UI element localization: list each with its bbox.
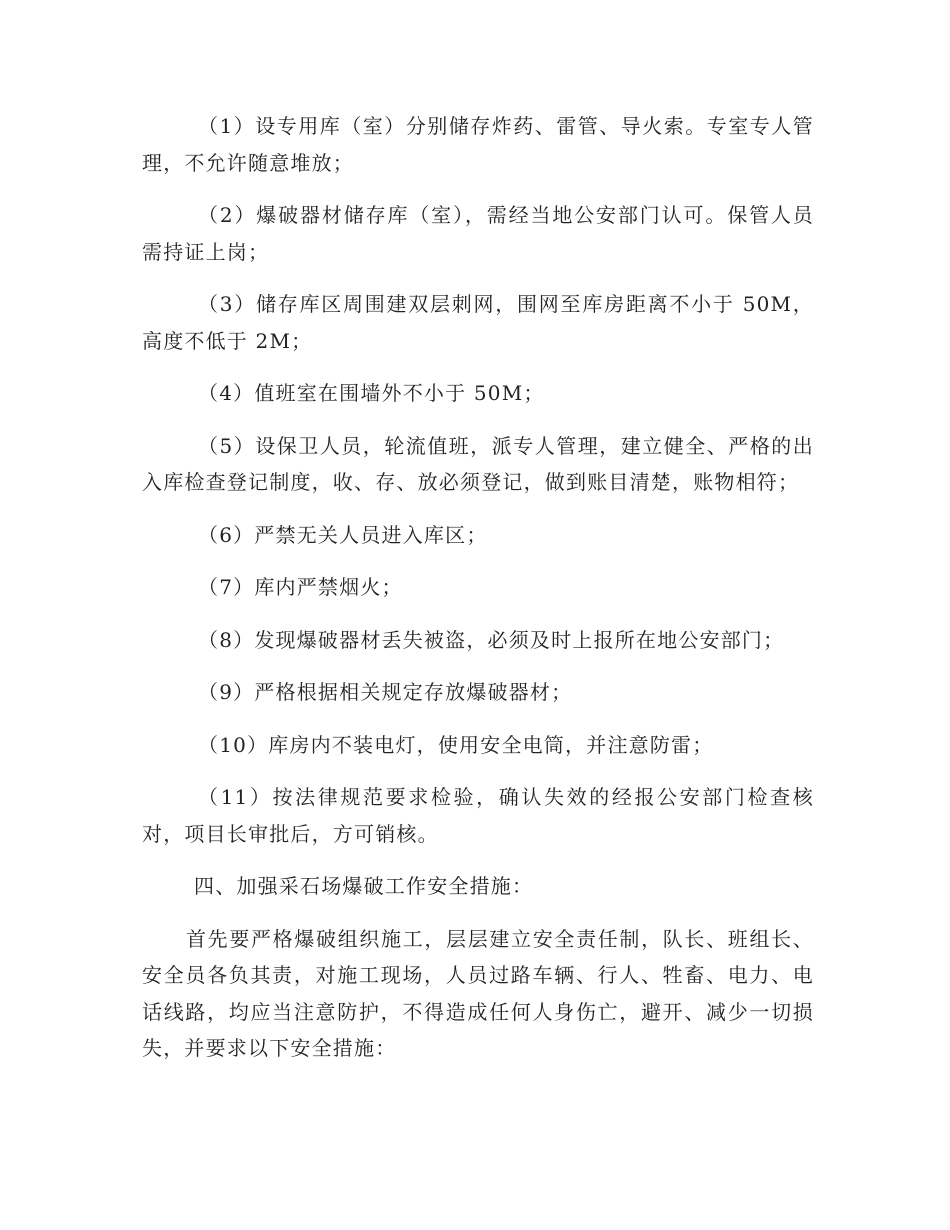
list-item-11: （11）按法律规范要求检验，确认失效的经报公安部门检查核对，项目长审批后，方可销核。 <box>142 785 814 846</box>
list-item-4: （4）值班室在围墙外不小于 50M； <box>198 381 545 405</box>
list-item-1: （1）设专用库（室）分别储存炸药、雷管、导火索。专室专人管理，不允许随意堆放； <box>142 114 814 175</box>
list-item-10: （10）库房内不装电灯，使用安全电筒，并注意防雷； <box>198 732 714 757</box>
list-item-8: （8）发现爆破器材丢失被盗，必须及时上报所在地公安部门； <box>198 627 785 652</box>
list-item-2: （2）爆破器材储存库（室），需经当地公安部门认可。保管人员需持证上岗； <box>142 203 814 264</box>
list-item-3: （3）储存库区周围建双层刺网，围网至库房距离不小于 50M，高度不低于 2M； <box>142 292 814 353</box>
document-body <box>142 108 814 1083</box>
section-heading: 四、加强采石场爆破工作安全措施： <box>194 874 534 898</box>
list-item-5: （5）设保卫人员，轮流值班，派专人管理，建立健全、严格的出入库检查登记制度，收、存、放必须登记，做到账目清楚，账物相符； <box>142 433 814 494</box>
list-item-9: （9）严格根据相关规定存放爆破器材； <box>198 680 573 704</box>
list-item-6: （6）严禁无关人员进入库区； <box>198 522 488 547</box>
list-item-7: （7）库内严禁烟火； <box>198 575 403 599</box>
section-body: 首先要严格爆破组织施工，层层建立安全责任制，队长、班组长、安全员各负其责，对施工现场，人员过路车辆、行人、牲畜、电力、电话线路，均应当注意防护，不得造成任何人身伤亡，避开、减少一切损失，并要求以下安全措施： <box>142 926 814 1060</box>
